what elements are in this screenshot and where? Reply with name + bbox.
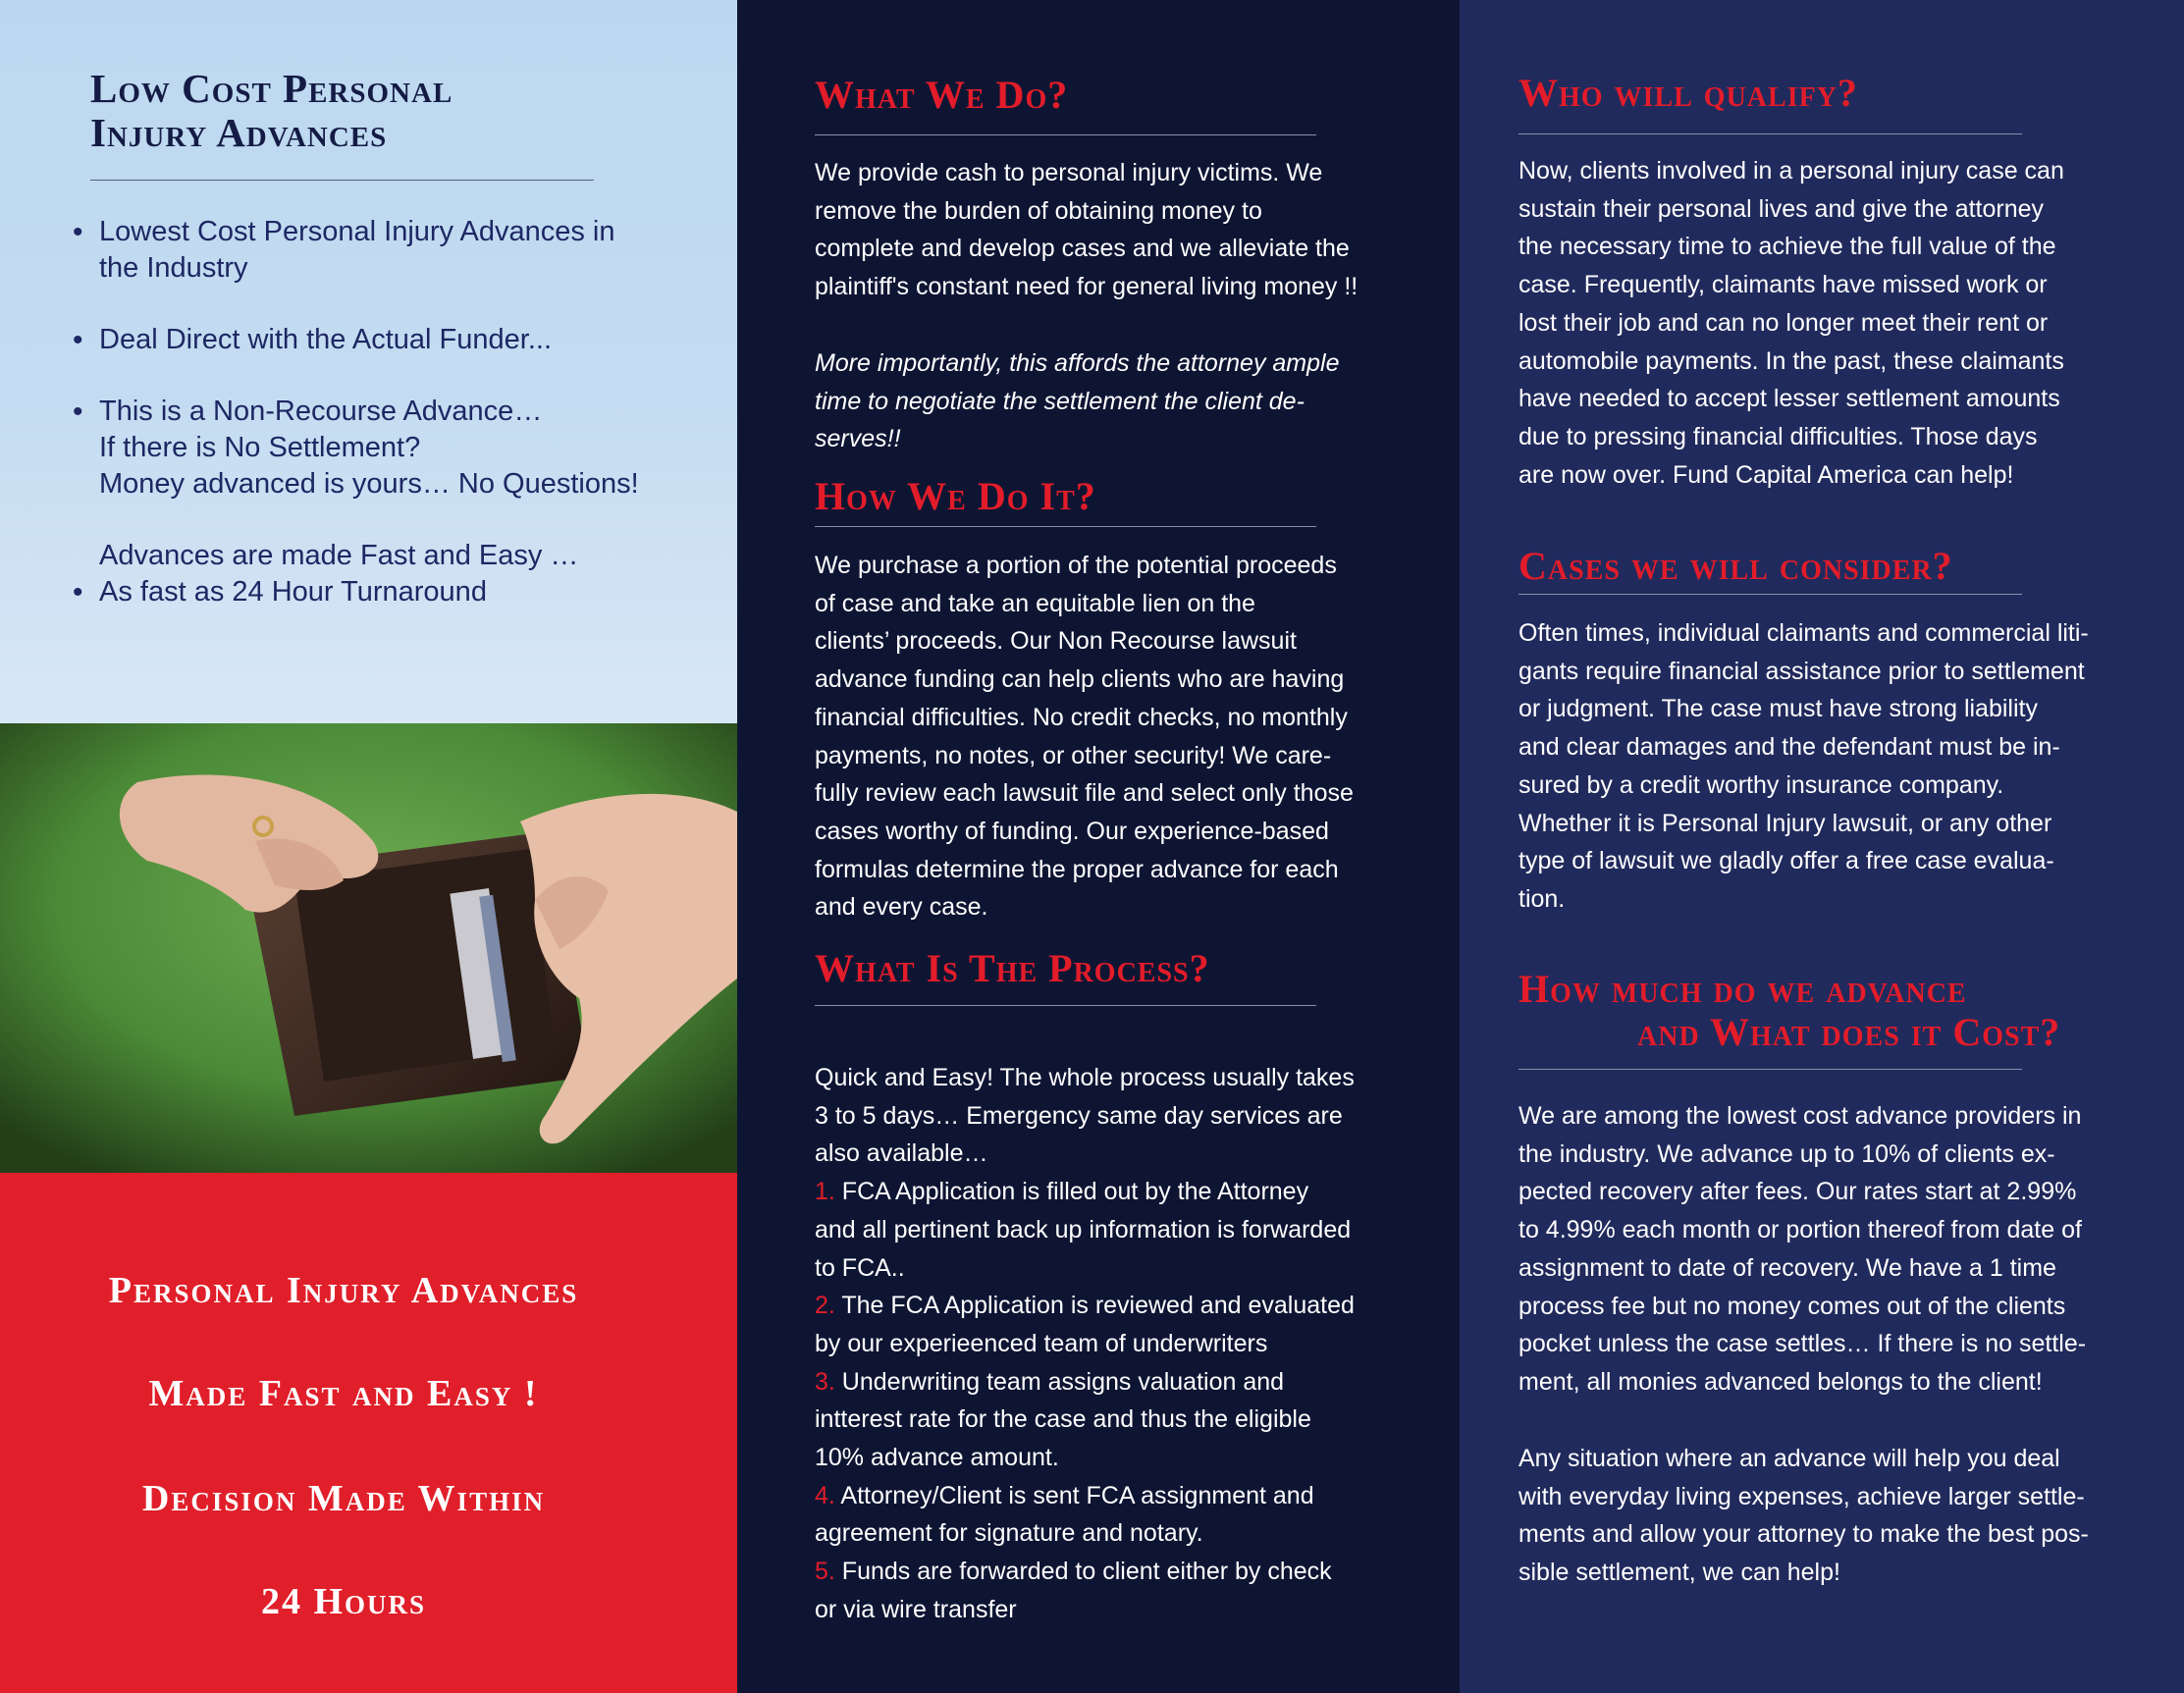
text-line: 3 to 5 days… Emergency same day services are (815, 1101, 1343, 1130)
wallet-photo (0, 723, 737, 1173)
process-step-3 (815, 1363, 1443, 1402)
process-step-2 (815, 1287, 1443, 1325)
promo-banner (0, 1173, 737, 1693)
text-line: serves!! (815, 425, 901, 453)
divider (815, 526, 1316, 527)
heading-what-is-the-process: What Is The Process? (815, 946, 1210, 990)
step-number: 4. (815, 1481, 835, 1509)
text-line: FCA Application is filled out by the Attorney (834, 1178, 1309, 1206)
text-line: Any situation where an advance will help you deal (1518, 1445, 2060, 1472)
text-line: We provide cash to personal injury victims. We (815, 159, 1323, 186)
left-title-divider (90, 180, 594, 181)
text-line: fully review each lawsuit file and select only those (815, 779, 1354, 808)
text-line: 10% advance amount. (815, 1444, 1059, 1472)
text-line: Funds are forwarded to client either by check (834, 1558, 1332, 1586)
bullet-text: If there is No Settlement? (99, 432, 421, 463)
bullet-dot-icon: • (73, 324, 83, 356)
promo-line-1: Personal Injury Advances (108, 1270, 579, 1311)
text-line: clients’ proceeds. Our Non Recourse lawsuit (815, 627, 1297, 656)
promo-line-2: Made Fast and Easy ! (148, 1373, 539, 1414)
wallet-photo-illustration (0, 723, 737, 1173)
text-line: financial difficulties. No credit checks, no monthly (815, 703, 1348, 731)
divider (815, 134, 1316, 135)
process-step-4 (815, 1477, 1443, 1515)
right-panel (1460, 0, 2184, 1693)
bullet-non-recourse (69, 394, 697, 503)
text-line: formulas determine the proper advance for each (815, 855, 1339, 883)
text-line: ment, all monies advanced belongs to the client! (1518, 1367, 2043, 1396)
text-line: lost their job and can no longer meet their rent or (1518, 308, 2049, 337)
text-line: are now over. Fund Capital America can help! (1518, 460, 2014, 489)
heading-how-much-line-2: and What does it Cost? (1637, 1010, 2061, 1054)
bullet-text: Advances are made Fast and Easy … (99, 540, 579, 571)
divider (1518, 133, 2022, 134)
text-line: pocket unless the case settles… If there is no settle- (1518, 1330, 2087, 1358)
divider (1518, 594, 2022, 595)
text-line: type of lawsuit we gladly offer a free case evalua- (1518, 847, 2054, 875)
bullet-text: Deal Direct with the Actual Funder... (99, 324, 552, 355)
heading-how-much-line-1: How much do we advance (1518, 967, 1967, 1011)
left-title-line-2: Injury Advances (90, 110, 388, 155)
text-line: Underwriting team assigns valuation and (834, 1367, 1285, 1396)
text-line: process fee but no money comes out of the clients (1518, 1292, 2066, 1320)
promo-line-3: Decision Made Within (141, 1478, 546, 1519)
text-line: sustain their personal lives and give the attorney (1518, 194, 2045, 223)
what-we-do-italic-text (815, 344, 1433, 458)
text-line: Often times, individual claimants and commercial liti- (1518, 619, 2089, 647)
cases-we-will-consider-text (1518, 614, 2166, 919)
heading-who-will-qualify: Who will qualify? (1518, 71, 1858, 115)
bullet-dot-icon: • (73, 396, 83, 428)
bullet-text: Lowest Cost Personal Injury Advances in (99, 216, 615, 247)
left-title (90, 67, 640, 155)
step-number: 2. (815, 1292, 835, 1320)
left-title-line-1: Low Cost Personal (90, 66, 453, 111)
text-line: Quick and Easy! The whole process usually takes (815, 1064, 1355, 1091)
text-line: agreement for signature and notary. (815, 1519, 1203, 1548)
heading-cases-we-will-consider: Cases we will consider? (1518, 544, 1953, 588)
feature-bullet-list (69, 214, 697, 646)
text-line: by our experieenced team of underwriters (815, 1329, 1268, 1357)
bullet-dot-icon: • (73, 576, 83, 608)
bullet-text: As fast as 24 Hour Turnaround (99, 576, 487, 608)
divider (815, 1005, 1316, 1006)
text-line: payments, no notes, or other security! We care- (815, 741, 1332, 769)
text-line: The FCA Application is reviewed and evaluated (834, 1292, 1355, 1320)
text-line: automobile payments. In the past, these claimants (1518, 346, 2064, 375)
who-will-qualify-text (1518, 152, 2157, 494)
text-line: sured by a credit worthy insurance company. (1518, 770, 2004, 799)
text-line: gants require financial assistance prior to settlement (1518, 657, 2085, 685)
text-line: remove the burden of obtaining money to (815, 196, 1262, 225)
text-line: to FCA.. (815, 1253, 905, 1282)
text-line: pected recovery after fees. Our rates start at 2.99% (1518, 1178, 2077, 1206)
text-line: ments and allow your attorney to make the best pos- (1518, 1520, 2089, 1549)
text-line: also available… (815, 1139, 988, 1168)
text-line: and every case. (815, 893, 988, 922)
text-line: More importantly, this affords the attorney ample (815, 349, 1340, 377)
text-line: Attorney/Client is sent FCA assignment and (834, 1481, 1314, 1509)
process-step-1 (815, 1173, 1443, 1211)
text-line: of case and take an equitable lien on the (815, 589, 1255, 617)
text-line: assignment to date of recovery. We have a 1 time (1518, 1253, 2056, 1282)
text-line: cases worthy of funding. Our experience-based (815, 817, 1329, 845)
text-line: the industry. We advance up to 10% of clients ex- (1518, 1139, 2055, 1168)
text-line: and clear damages and the defendant must be in- (1518, 733, 2060, 762)
text-line: have needed to accept lesser settlement amounts (1518, 385, 2060, 413)
left-panel (0, 0, 737, 1693)
promo-line-4: 24 Hours (260, 1581, 427, 1622)
process-text (815, 1059, 1443, 1629)
step-number: 5. (815, 1558, 835, 1586)
text-line: or via wire transfer (815, 1595, 1017, 1623)
step-number: 3. (815, 1367, 835, 1396)
text-line: plaintiff's constant need for general living money !! (815, 273, 1358, 301)
left-top-section (0, 0, 737, 723)
text-line: or judgment. The case must have strong liability (1518, 695, 2038, 723)
any-situation-text (1518, 1440, 2166, 1592)
text-line: intterest rate for the case and thus the eligible (815, 1405, 1311, 1434)
bullet-text: Money advanced is yours… No Questions! (99, 468, 639, 500)
what-we-do-text (815, 154, 1433, 306)
text-line: We are among the lowest cost advance providers in (1518, 1102, 2082, 1130)
text-line: time to negotiate the settlement the client de- (815, 387, 1305, 415)
how-we-do-it-text (815, 547, 1443, 926)
middle-panel (737, 0, 1460, 1693)
text-line: due to pressing financial difficulties. Those days (1518, 422, 2038, 450)
text-line: case. Frequently, claimants have missed work or (1518, 271, 2048, 299)
process-step-5 (815, 1553, 1443, 1591)
text-line: the necessary time to achieve the full value of the (1518, 233, 2056, 261)
heading-what-we-do: What We Do? (815, 73, 1069, 117)
bullet-dot-icon: • (73, 216, 83, 248)
text-line: sible settlement, we can help! (1518, 1559, 1840, 1587)
text-line: tion. (1518, 884, 1566, 913)
text-line: and all pertinent back up information is forwarded (815, 1215, 1352, 1243)
bullet-lowest-cost (69, 214, 697, 287)
how-much-text (1518, 1097, 2166, 1402)
text-line: Whether it is Personal Injury lawsuit, or any other (1518, 809, 2052, 837)
text-line: We purchase a portion of the potential proceeds (815, 552, 1337, 579)
text-line: Now, clients involved in a personal injury case can (1518, 157, 2064, 185)
bullet-turnaround (69, 538, 697, 610)
text-line: with everyday living expenses, achieve larger settle- (1518, 1482, 2085, 1510)
bullet-text: This is a Non-Recourse Advance… (99, 396, 543, 427)
step-number: 1. (815, 1178, 835, 1206)
bullet-deal-direct (69, 322, 697, 358)
bullet-text: the Industry (99, 252, 248, 284)
divider (1518, 1069, 2022, 1070)
text-line: complete and develop cases and we alleviate the (815, 235, 1350, 263)
text-line: advance funding can help clients who are having (815, 665, 1345, 694)
heading-how-we-do-it: How We Do It? (815, 474, 1096, 518)
text-line: to 4.99% each month or portion thereof from date of (1518, 1216, 2082, 1244)
